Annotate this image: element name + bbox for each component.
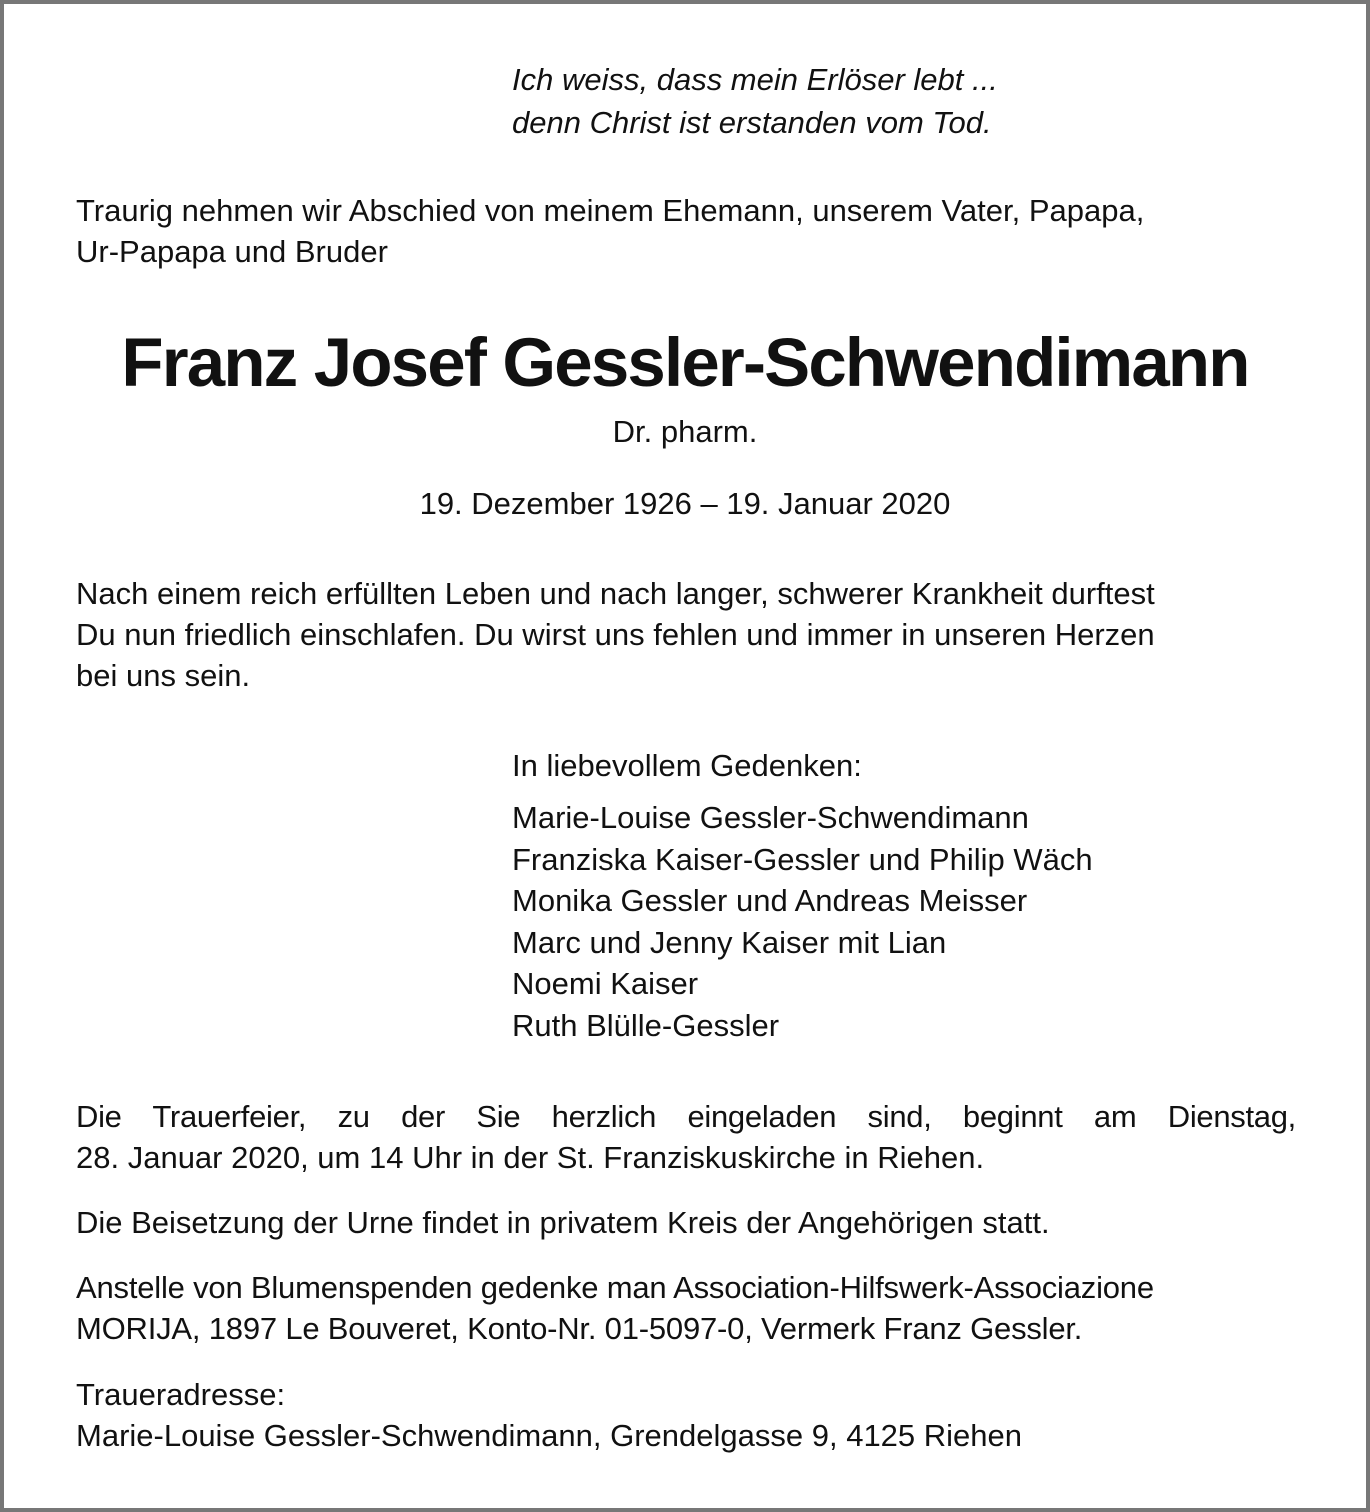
urn-burial-info: Die Beisetzung der Urne findet in privatem Kreis der Angehörigen statt. <box>76 1205 1050 1240</box>
intro-paragraph <box>76 190 1296 272</box>
mourners-heading: In liebevollem Gedenken: <box>512 748 862 783</box>
funeral-ceremony-info <box>76 1096 1296 1178</box>
address-label: Traueradresse: <box>76 1377 286 1412</box>
mourner-name: Monika Gessler und Andreas Meisser <box>512 883 1028 918</box>
deceased-name: Franz Josef Gessler-Schwendimann <box>121 324 1249 401</box>
donation-line-2: MORIJA, 1897 Le Bouveret, Konto-Nr. 01-5097-0, Vermerk Franz Gessler. <box>76 1311 1083 1346</box>
ceremony-line-1: Die Trauerfeier, zu der Sie herzlich eingeladen sind, beginnt am Dienstag, <box>76 1099 1296 1134</box>
donation-line-1: Anstelle von Blumenspenden gedenke man Association-Hilfswerk-Associazione <box>76 1270 1154 1305</box>
deceased-title: Dr. pharm. <box>612 414 758 449</box>
donation-info <box>76 1267 1154 1349</box>
motto-line-1: Ich weiss, dass mein Erlöser lebt ... <box>512 62 998 97</box>
farewell-message <box>76 573 1296 696</box>
message-line-2: Du nun friedlich einschlafen. Du wirst uns fehlen und immer in unseren Herzen <box>76 617 1155 652</box>
mourning-address <box>76 1374 1022 1456</box>
mourners-list <box>512 745 1093 1046</box>
motto-line-2: denn Christ ist erstanden vom Tod. <box>512 105 992 140</box>
life-dates: 19. Dezember 1926 – 19. Januar 2020 <box>419 486 951 521</box>
message-line-1: Nach einem reich erfüllten Leben und nach langer, schwerer Krankheit durftest <box>76 576 1155 611</box>
message-line-3: bei uns sein. <box>76 658 251 693</box>
intro-line-1: Traurig nehmen wir Abschied von meinem Ehemann, unserem Vater, Papapa, <box>76 193 1145 228</box>
mourner-name: Ruth Blülle-Gessler <box>512 1007 780 1043</box>
address-value: Marie-Louise Gessler-Schwendimann, Grendelgasse 9, 4125 Riehen <box>76 1418 1023 1453</box>
scripture-motto <box>512 58 998 144</box>
mourner-name: Marie-Louise Gessler-Schwendimann <box>512 800 1029 835</box>
mourner-name: Noemi Kaiser <box>512 966 699 1001</box>
ceremony-line-2: 28. Januar 2020, um 14 Uhr in der St. Franziskuskirche in Riehen. <box>76 1140 985 1175</box>
intro-line-2: Ur-Papapa und Bruder <box>76 234 388 269</box>
mourner-name: Marc und Jenny Kaiser mit Lian <box>512 924 947 960</box>
mourner-name: Franziska Kaiser-Gessler und Philip Wäch <box>512 841 1093 877</box>
